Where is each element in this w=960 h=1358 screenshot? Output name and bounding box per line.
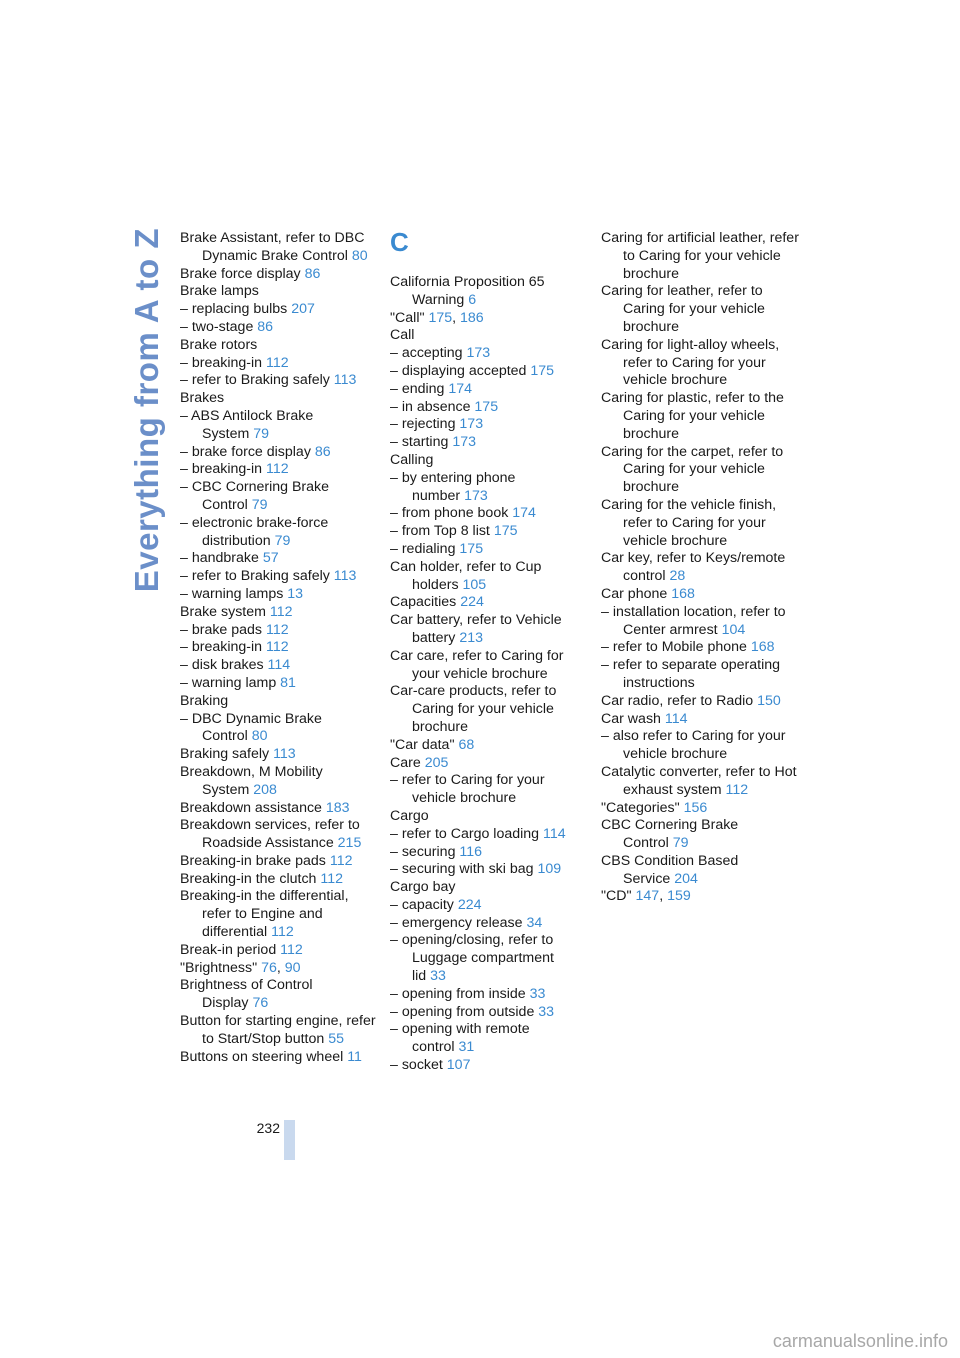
index-entry [390,416,590,434]
page-reference-link[interactable]: 68 [458,736,475,753]
index-entry-text: "Car data" [390,736,455,753]
index-entry [180,622,380,640]
page-reference-link[interactable]: 159 [667,888,691,905]
index-entry [180,764,380,800]
page-reference-link[interactable]: 174 [512,505,536,522]
index-entry [390,434,590,452]
index-entry [390,612,590,648]
index-entry [180,746,380,764]
index-entry [180,853,380,871]
index-entry-text: – opening from inside [390,985,526,1002]
index-entry [180,461,380,479]
index-entry-text: – capacity [390,896,454,913]
index-entry [601,639,801,657]
index-entry-text: Car wash [601,710,661,727]
index-entry [601,853,801,889]
index-entry-text: Care [390,754,421,771]
page-reference-link[interactable]: 173 [459,416,484,433]
page-reference-link[interactable]: 168 [671,585,695,602]
index-entry [601,586,801,604]
page-reference-link[interactable]: 57 [262,550,279,567]
index-entry: "Brightness" 76, 90 [180,959,301,976]
page-reference-link[interactable]: 104 [721,621,746,638]
index-entry [390,648,590,684]
page-reference-link[interactable]: 147 [635,888,660,905]
index-entry-text: "CD" [601,888,632,905]
index-entry-text: Braking [180,692,229,709]
index-entry [180,283,380,301]
index-entry-text: – electronic brake-force distribution [180,514,329,549]
index-entry [390,327,590,345]
index-entry-text: Capacities [390,594,457,611]
index-entry [390,772,590,808]
side-title: Everything from A to Z [128,228,165,593]
index-entry [180,230,380,266]
index-column-1 [180,230,380,1066]
index-entry [390,932,590,985]
index-entry [601,604,801,640]
page-reference-link[interactable]: 55 [328,1030,344,1047]
page-reference-link[interactable]: 116 [459,843,483,860]
page-reference-link[interactable]: 11 [347,1048,362,1065]
index-entry-text: – from phone book [390,505,509,522]
page-reference-link[interactable]: 13 [287,585,304,602]
page-reference-link[interactable]: 175 [530,362,555,379]
index-entry: "CD" 147, 159 [601,888,691,905]
index-entry-text: – redialing [390,540,456,557]
index-entry-text: – in absence [390,398,471,415]
index-entry-text: Caring for leather, refer to Caring for your vehicle brochure [601,283,765,335]
index-entry-text: Caring for the carpet, refer to Caring for your vehicle brochure [601,443,784,496]
index-entry [390,541,590,559]
index-entry [601,817,801,853]
index-entry [390,594,590,612]
index-entry [390,897,590,915]
index-entry-text: Car key, refer to Keys/remote control [601,550,786,585]
index-entry-text: Break-in period [180,941,277,958]
index-entry [180,372,380,390]
index-entry-text: – opening from outside [390,1003,535,1020]
index-entry-text: – refer to Braking safely [180,568,330,585]
page-reference-link[interactable]: 175 [493,523,518,540]
index-entry [390,399,590,417]
index-entry-text: Car battery, refer to Vehicle battery [390,612,562,646]
index-entry [390,523,590,541]
index-entry-text: "Brightness" [180,959,258,976]
page-reference-link[interactable]: 175 [474,398,499,415]
page-reference-link[interactable]: 175 [428,309,453,326]
page-reference-link[interactable]: 112 [265,354,289,371]
index-entry-text: – starting [390,434,449,451]
index-entry [180,355,380,373]
index-entry [601,764,801,800]
index-entry [601,800,801,818]
page-reference-link[interactable]: 112 [329,852,353,869]
index-entry [390,1021,590,1057]
index-entry [601,550,801,586]
index-entry [390,345,590,363]
index-entry-text: Brake Assistant, refer to DBC Dynamic Brake Control [180,230,365,264]
index-entry-text: Brightness of Control Display [180,977,313,1012]
page-reference-link[interactable]: 173 [452,434,476,451]
index-entry [180,390,380,408]
page-reference-link[interactable]: 33 [538,1003,555,1020]
index-entry-text: "Categories" [601,799,680,816]
index-entry-text: – opening/closing, refer to Luggage compartment lid [390,932,554,985]
page-reference-link[interactable]: 114 [664,710,688,727]
index-entry-text: – brake force display [180,443,311,460]
index-entry [180,550,380,568]
index-entry-text: – socket [390,1057,443,1074]
index-entry-text: – emergency release [390,914,523,931]
index-entry-text: Brake system [180,603,266,620]
index-entry-text: Caring for plastic, refer to the Caring for your vehicle brochure [601,390,784,442]
page-reference-link[interactable]: 114 [267,657,291,674]
index-entry [390,986,590,1004]
index-column-2 [390,227,590,1075]
page-reference-link[interactable]: 205 [424,754,449,771]
index-entry-text: "Call" [390,309,425,326]
index-entry-text: – refer to Cargo loading [390,825,540,842]
index-entry-text: Brake rotors [180,336,258,353]
index-entry-text: – refer to Braking safely [180,372,330,389]
page-reference-link[interactable]: 28 [669,568,686,585]
index-entry [180,800,380,818]
index-entry-text: Caring for light-alloy wheels, refer to Caring for your vehicle brochure [601,336,780,389]
index-entry [390,737,590,755]
index-entry-text: Call [390,327,415,344]
index-entry-text: – refer to separate operating instructions [601,657,781,691]
index-entry [390,915,590,933]
index-entry-text: Cargo bay [390,879,456,896]
index-entry [180,888,380,941]
index-entry [390,452,590,470]
index-entry: "Call" 175, 186 [390,309,484,326]
index-entry-text: – displaying accepted [390,362,527,379]
page-reference-link[interactable]: 186 [460,309,484,326]
index-entry [601,230,801,283]
index-entry-text: Cargo [390,807,429,824]
index-entry [180,675,380,693]
page-reference-link[interactable]: 215 [337,835,362,852]
page-reference-link[interactable]: 112 [725,781,749,798]
index-entry-text: – accepting [390,345,463,362]
index-entry [601,390,801,443]
page-reference-link[interactable]: 112 [320,870,344,887]
index-entry [390,559,590,595]
index-entry-text: Car radio, refer to Radio [601,692,754,709]
index-entry [390,861,590,879]
page-reference-link[interactable]: 224 [457,896,482,913]
index-entry-text: Can holder, refer to Cup holders [390,558,542,593]
index-entry [390,274,590,310]
index-entry [180,639,380,657]
page-reference-link[interactable]: 113 [273,746,296,763]
page-reference-link[interactable]: 112 [265,639,289,656]
index-entry-text: Breaking-in brake pads [180,852,326,869]
index-entry-text: Breaking-in the clutch [180,870,317,887]
page-reference-link[interactable]: 150 [757,692,781,709]
index-entry-text: Breaking-in the differential, refer to Engine and differential [180,888,349,941]
index-entry-text: Braking safely [180,746,270,763]
page-reference-link[interactable]: 34 [526,914,543,931]
index-entry-text: – by entering phone number [390,469,516,504]
index-entry [601,283,801,336]
page-reference-link[interactable]: 114 [543,825,566,842]
index-entry-text: – CBC Cornering Brake Control [180,479,330,513]
index-entry-text: Car care, refer to Caring for your vehicle brochure [390,647,564,682]
page-reference-link[interactable]: 113 [333,568,357,585]
index-entry [601,728,801,764]
index-entry [601,657,801,693]
index-entry-text: – refer to Caring for your vehicle brochure [390,772,545,807]
page-reference-link[interactable]: 208 [253,781,277,798]
index-entry [601,497,801,550]
page-reference-link[interactable]: 175 [459,540,484,557]
index-entry-text: – replacing bulbs [180,301,288,318]
page-reference-link[interactable]: 113 [333,372,357,389]
index-entry-text: Caring for artificial leather, refer to Caring for your vehicle brochure [601,230,799,282]
index-entry [601,693,801,711]
index-entry-text: California Proposition 65 Warning [390,274,545,308]
index-entry-text: – securing [390,843,456,860]
index-entry [180,266,380,284]
index-entry-text: – also refer to Caring for your vehicle brochure [601,728,786,763]
index-entry-text: CBS Condition Based Service [601,852,739,887]
index-entry-text: – opening with remote control [390,1021,530,1056]
page-reference-link[interactable]: 86 [314,443,331,460]
index-entry [180,1049,380,1067]
index-entry [390,381,590,399]
index-entry-text: Breakdown, M Mobility System [180,763,323,798]
index-entry-text: – two-stage [180,318,254,335]
index-entry [180,444,380,462]
index-entry-text: Calling [390,451,434,468]
page-reference-link[interactable]: 76 [252,995,269,1012]
page-reference-link[interactable]: 109 [537,861,562,878]
page-reference-link[interactable]: 173 [466,345,491,362]
page-reference-link[interactable]: 86 [304,265,321,282]
page-reference-link[interactable]: 112 [271,924,294,941]
page-reference-link[interactable]: 6 [468,291,477,308]
index-entry [180,942,380,960]
index-entry-text: – breaking-in [180,639,263,656]
page-reference-link[interactable]: 224 [460,594,484,611]
page-reference-link[interactable]: 80 [251,728,268,745]
index-entry [390,808,590,826]
index-entry-text: Breakdown services, refer to Roadside Assistance [180,817,360,852]
index-entry-text: – refer to Mobile phone [601,639,747,656]
index-entry-text: Brake force display [180,265,301,282]
page-reference-link[interactable]: 79 [251,496,268,513]
page-reference-link[interactable]: 105 [462,576,487,593]
index-entry [180,711,380,747]
index-entry [180,515,380,551]
page-reference-link[interactable]: 173 [464,487,488,504]
index-entry-text: – ending [390,380,445,397]
index-entry [180,586,380,604]
index-entry-text: Catalytic converter, refer to Hot exhaust system [601,763,797,798]
section-letter: C [390,227,409,257]
page-reference-link[interactable]: 112 [280,941,303,958]
index-entry [180,817,380,853]
index-entry [180,337,380,355]
index-entry [601,337,801,390]
index-entry-text: – warning lamps [180,585,284,602]
page-reference-link[interactable]: 80 [351,247,368,264]
index-entry-text: – DBC Dynamic Brake Control [180,710,322,745]
index-entry-text: Buttons on steering wheel [180,1048,344,1065]
index-entry [390,844,590,862]
page-reference-link[interactable]: 90 [284,959,301,976]
page-reference-link[interactable]: 79 [253,425,270,442]
index-entry-text: Brake lamps [180,283,259,300]
index-entry-text: – breaking-in [180,354,263,371]
index-entry [390,755,590,773]
index-entry [180,693,380,711]
page-reference-link[interactable]: 168 [750,639,775,656]
index-entry-text: Caring for the vehicle finish, refer to Caring for your vehicle brochure [601,496,777,549]
page-reference-link[interactable]: 33 [529,985,546,1002]
index-entry [180,301,380,319]
page-reference-link[interactable]: 112 [269,603,293,620]
page-reference-link[interactable]: 183 [325,799,350,816]
index-entry-text: – brake pads [180,621,263,638]
page-reference-link[interactable]: 86 [257,318,274,335]
page-reference-link[interactable]: 156 [683,799,708,816]
page-reference-link[interactable]: 79 [274,532,291,549]
index-entry [180,977,380,1013]
watermark: carmanualsonline.info [772,1331,948,1351]
index-entry-text: Button for starting engine, refer to Start/Stop button [180,1013,376,1047]
index-entry-text: – from Top 8 list [390,523,490,540]
page-number: 232 [256,1120,280,1136]
index-entry-text: Car-care products, refer to Caring for your vehicle brochure [390,683,557,735]
index-entry-text: – rejecting [390,416,456,433]
index-column-3 [601,230,801,906]
index-entry [180,568,380,586]
page-reference-link[interactable]: 213 [459,629,483,646]
index-entry [390,1004,590,1022]
index-entry [180,604,380,622]
index-entry-text: – disk brakes [180,657,264,674]
index-entry-text: – handbrake [180,550,259,567]
page-reference-link[interactable]: 174 [448,380,473,397]
index-entry [601,444,801,497]
page-reference-link[interactable]: 112 [265,461,289,478]
index-entry-text: Breakdown assistance [180,799,322,816]
page-reference-link[interactable]: 112 [265,621,289,638]
index-entry-text: Brakes [180,390,225,407]
index-entry [180,1013,380,1049]
index-entry [180,657,380,675]
page-reference-link[interactable]: 76 [261,959,277,976]
page-reference-link[interactable]: 107 [446,1057,471,1074]
index-entry [390,683,590,736]
index-entry [180,871,380,889]
index-entry [390,505,590,523]
index-entry [390,1057,590,1075]
index-entry-text: – installation location, refer to Center armrest [601,603,786,638]
index-entry-text: Car phone [601,585,668,602]
index-entry-text: – securing with ski bag [390,861,534,878]
index-entry [390,826,590,844]
index-entry-text: – ABS Antilock Brake System [180,407,314,442]
page-reference-link[interactable]: 33 [430,968,446,985]
index-entry [180,479,380,515]
page-reference-link[interactable]: 31 [458,1039,475,1056]
page-reference-link[interactable]: 204 [674,870,698,887]
index-entry [601,711,801,729]
index-entry-text: CBC Cornering Brake Control [601,817,739,852]
page-reference-link[interactable]: 79 [672,835,689,852]
index-entry [180,319,380,337]
index-entry [390,879,590,897]
page-number-bar [284,1120,295,1160]
index-entry [390,363,590,381]
index-entry-text: – breaking-in [180,461,263,478]
index-entry [390,470,590,506]
page-reference-link[interactable]: 207 [291,301,315,318]
page-reference-link[interactable]: 81 [280,674,296,691]
index-entry [180,408,380,444]
index-entry-text: – warning lamp [180,674,277,691]
